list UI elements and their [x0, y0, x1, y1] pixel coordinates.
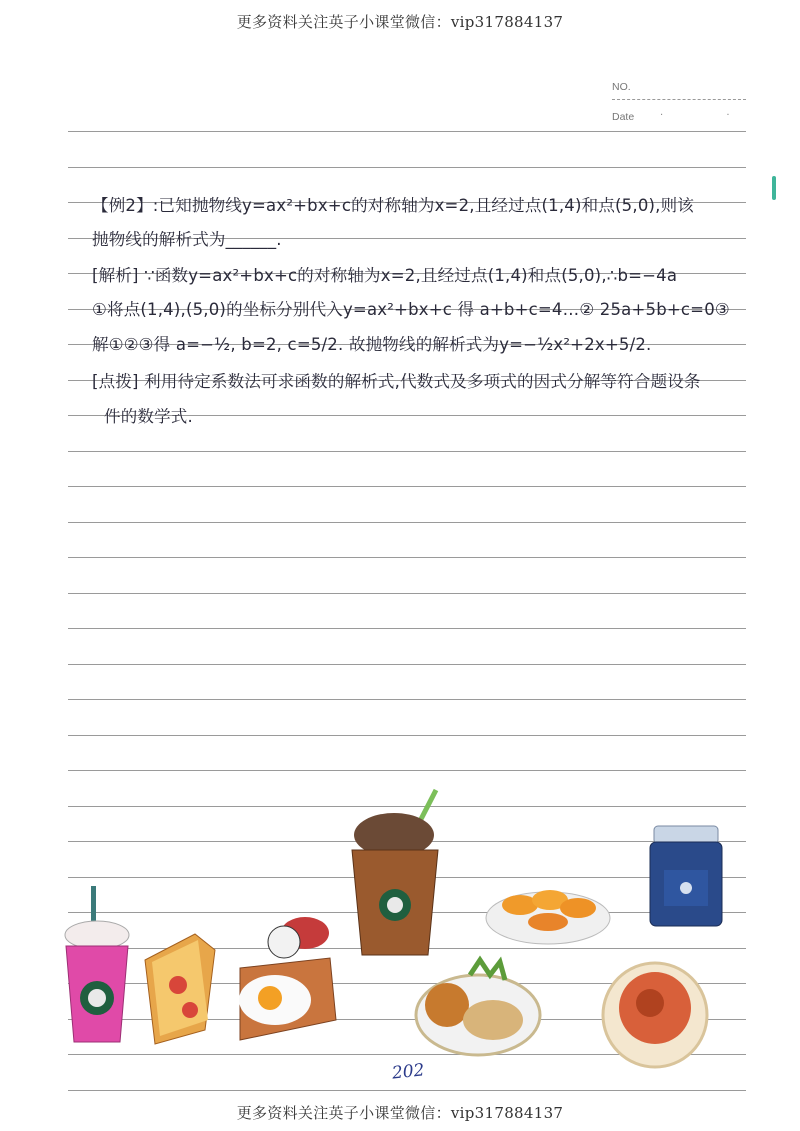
date-label: Date — [612, 111, 635, 123]
problem-line-2: 抛物线的解析式为______. — [92, 230, 282, 249]
date-dots: · · — [660, 110, 760, 121]
watermark-bottom: 更多资料关注英子小课堂微信：vip317884137 — [236, 1104, 564, 1122]
fried-dish-icon — [416, 960, 540, 1055]
iced-coffee-icon — [352, 790, 438, 955]
solution-line-3: 解①②③得 a=−½, b=2, c=5/2. 故抛物线的解析式为y=−½x²+2x+5/2. — [92, 335, 652, 354]
problem-line-1: 【例2】:已知抛物线y=ax²+bx+c的对称轴为x=2,且经过点(1,4)和点(5,0),则该 — [92, 196, 695, 215]
no-label: NO. — [612, 81, 631, 93]
page-number: 202 — [391, 1060, 426, 1084]
tip-line-1: [点拨] 利用待定系数法可求函数的解析式,代数式及多项式的因式分解等符合题设条 — [92, 372, 701, 391]
tea-jar-icon — [650, 826, 722, 926]
solution-line-1: [解析] ∵函数y=ax²+bx+c的对称轴为x=2,且经过点(1,4)和点(5,0),∴b=−4a — [92, 266, 678, 285]
egg-toast-icon — [239, 917, 336, 1040]
pink-frappuccino-icon — [65, 886, 129, 1042]
fried-shrimp-icon — [486, 890, 610, 944]
watermark-top: 更多资料关注英子小课堂微信：vip317884137 — [236, 13, 564, 31]
hot-pot-icon — [603, 963, 707, 1067]
solution-line-2: ①将点(1,4),(5,0)的坐标分别代入y=ax²+bx+c 得 a+b+c=4…② 25a+5b+c=0③ — [92, 300, 730, 319]
toast-icon — [145, 934, 215, 1044]
tip-line-2: 件的数学式. — [104, 407, 193, 426]
